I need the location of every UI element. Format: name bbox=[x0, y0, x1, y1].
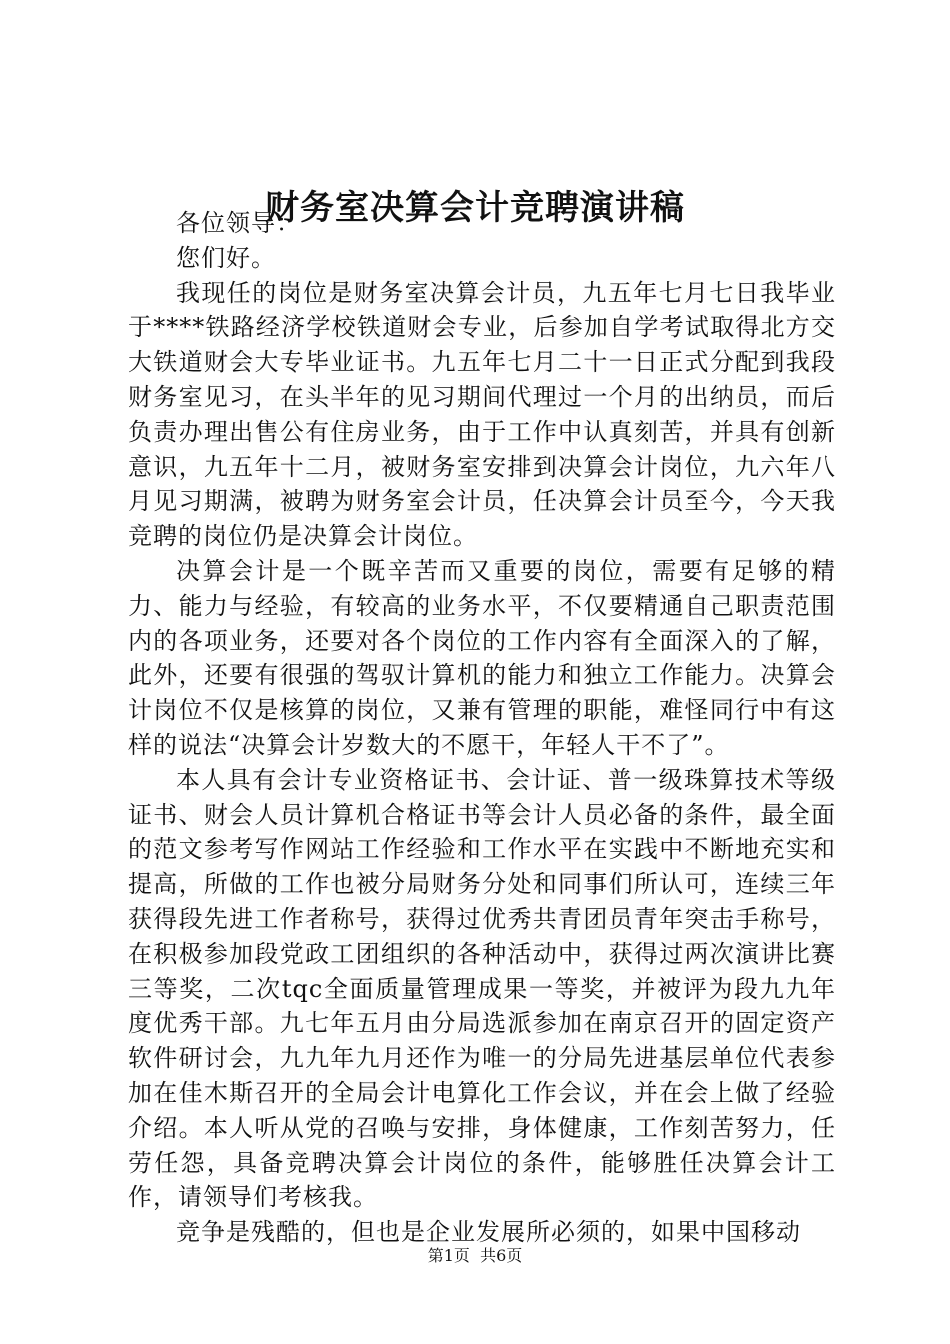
document-body bbox=[128, 206, 836, 1250]
paragraph-current-position: 我现任的岗位是财务室决算会计员，九五年七月七日我毕业于****铁路经济学校铁道财会专业，后参加自学考试取得北方交大铁道财会大专毕业证书。九五年七月二十一日正式分配到我段财务室见习，在头半年的见习期间代理过一个月的出纳员，而后负责办理出售公有住房业务，由于工作中认真刻苦，并具有创新意识，九五年十二月，被财务室安排到决算会计岗位，九六年八月见习期满，被聘为财务室会计员，任决算会计员至今，今天我竞聘的岗位仍是决算会计岗位。 bbox=[128, 278, 836, 551]
document-title: 财务室决算会计竞聘演讲稿 bbox=[265, 188, 685, 228]
greeting: 您们好。 bbox=[176, 243, 276, 272]
paragraph-qualifications: 本人具有会计专业资格证书、会计证、普一级珠算技术等级证书、财会人员计算机合格证书等会计人员必备的条件，最全面的范文参考写作网站工作经验和工作水平在实践中不断地充实和提高，所做的工作也被分局财务分处和同事们所认可，连续三年获得段先进工作者称号，获得过优秀共青团员青年突击手称号，在积极参加段党政工团组织的各种活动中，获得过两次演讲比赛三等奖，二次tqc全面质量管理成果一等奖，并被评为段九九年度优秀干部。九七年五月由分局选派参加在南京召开的固定资产软件研讨会，九九年九月还作为唯一的分局先进基层单位代表参加在佳木斯召开的全局会计电算化工作会议，并在会上做了经验介绍。本人听从党的召唤与安排，身体健康，工作刻苦努力，任劳任怨，具备竞聘决算会计岗位的条件，能够胜任决算会计工作，请领导们考核我。 bbox=[128, 765, 836, 1212]
paragraph-competition: 竞争是残酷的，但也是企业发展所必须的，如果中国移动 bbox=[176, 1218, 801, 1247]
salutation: 各位领导： bbox=[176, 209, 301, 237]
paragraph-role-description: 决算会计是一个既辛苦而又重要的岗位，需要有足够的精力、能力与经验，有较高的业务水平，不仅要精通自己职责范围内的各项业务，还要对各个岗位的工作内容有全面深入的了解，此外，还要有很强的驾驭计算机的能力和独立工作能力。决算会计岗位不仅是核算的岗位，又兼有管理的职能，难怪同行中有这样的说法“决算会计岁数大的不愿干，年轻人干不了”。 bbox=[128, 556, 836, 759]
page-indicator: 第1页 共6页 bbox=[427, 1246, 523, 1265]
